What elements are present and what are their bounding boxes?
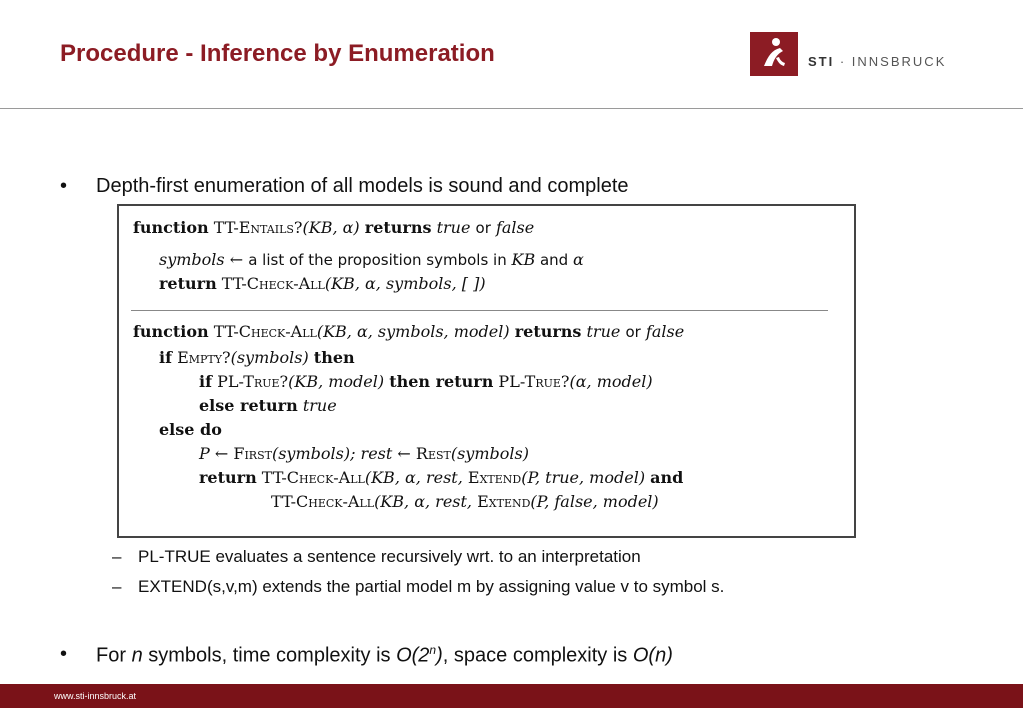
logo-name: INNSBRUCK [851,54,947,69]
var-rest: rest [360,444,393,463]
call-first: First [233,444,272,463]
keyword-else-return: else return [199,396,298,415]
assign-arrow: ← [224,250,249,269]
logo-mark-icon [750,32,798,76]
tt-entails-line-2 [159,274,486,293]
sub-bullet-symbol: – [112,577,122,596]
call-pl-true: PL-True? [498,372,570,391]
call-args: (P, false, model) [530,492,659,511]
word-or: or [475,219,491,237]
value-true: true [436,218,471,237]
call-name: TT-Check-All [221,274,325,293]
value-false: false [495,218,535,237]
function-args: (KB, α, symbols, model) [316,322,510,341]
keyword-if: if [199,372,212,391]
keyword-if: if [159,348,172,367]
call-rest: Rest [415,444,451,463]
call-pl-true: PL-True? [217,372,289,391]
call-name: TT-Check-All [261,468,365,487]
keyword-function: function [133,322,209,341]
call-args: (KB, α, rest, [374,492,478,511]
call-args: (symbols) [230,348,309,367]
footer-bar [0,684,1023,708]
value-true: true [302,396,337,415]
keyword-and: and [650,468,684,487]
call-extend: Extend [477,492,531,511]
call-args: (KB, α, rest, [364,468,468,487]
call-empty: Empty? [177,348,231,367]
logo-separator: · [834,54,852,69]
assign-arrow: ← [392,444,416,463]
keyword-return: return [159,274,217,293]
big-o-close: ) [436,644,443,667]
var-n: n [131,644,143,667]
text-part: symbols, time complexity is [142,644,397,667]
call-args: (α, model) [569,372,653,391]
text-part: For [96,644,132,667]
slide-title: Procedure - Inference by Enumeration [60,40,495,67]
tt-entails-line-1 [159,250,584,269]
keyword-function: function [133,218,209,237]
bullet-symbol: • [60,643,68,665]
call-args: (KB, α, symbols, [ ]) [324,274,486,293]
assign-arrow: ← [209,444,234,463]
sti-innsbruck-logo [750,32,950,76]
sub-bullet-text: PL-TRUE evaluates a sentence recursively wrt. to an interpretation [138,547,641,566]
tt-check-all-line-3 [199,396,337,415]
keyword-return: return [199,468,257,487]
function-name: TT-Check-All [213,322,317,341]
keyword-else-do: else do [159,420,222,439]
header-divider [0,108,1023,109]
tt-check-all-line-1 [159,348,355,367]
call-args: (symbols) [450,444,529,463]
call-args: (P, true, model) [521,468,646,487]
function-args: (KB, α) [302,218,360,237]
tt-check-all-line-5 [199,444,529,463]
call-args: (KB, model) [288,372,385,391]
bullet-symbol: • [60,175,68,197]
value-false: false [645,322,685,341]
keyword-then-return: then return [389,372,494,391]
tt-check-all-line-6 [199,468,683,487]
big-o-space: O(n) [632,644,673,667]
sub-bullet-symbol: – [112,547,122,566]
algorithm-box [117,204,856,538]
big-o-time: O(2 [396,644,430,667]
tt-entails-header [133,218,534,237]
keyword-returns: returns [364,218,432,237]
sub-bullet-text: EXTEND(s,v,m) extends the partial model m by assigning value v to symbol s. [138,577,725,596]
keyword-then: then [313,348,355,367]
bullet-text [96,643,673,668]
algorithm-separator [131,310,828,311]
footer-url[interactable]: www.sti-innsbruck.at [54,691,137,701]
comment-text: a list of the proposition symbols in [248,251,512,269]
tt-check-all-header [133,322,684,341]
function-name: TT-Entails? [213,218,303,237]
logo-text [808,54,946,69]
keyword-returns: returns [514,322,582,341]
word-and: and [535,251,573,269]
text-part: , space complexity is [442,644,633,667]
tt-check-all-line-2 [199,372,653,391]
var-alpha: α [572,250,584,269]
exponent-n: n [429,643,437,657]
tt-check-all-line-4 [159,420,222,439]
value-true: true [586,322,621,341]
tt-check-all-line-7 [271,492,659,511]
bullet-text: Depth-first enumeration of all models is sound and complete [96,175,629,197]
var-kb: KB [511,250,536,269]
var-symbols: symbols [159,250,225,269]
var-p: P [199,444,210,463]
logo-brand: STI [808,54,835,69]
call-extend: Extend [467,468,522,487]
word-or: or [625,323,641,341]
call-args: (symbols); [271,444,356,463]
call-name: TT-Check-All [271,492,375,511]
